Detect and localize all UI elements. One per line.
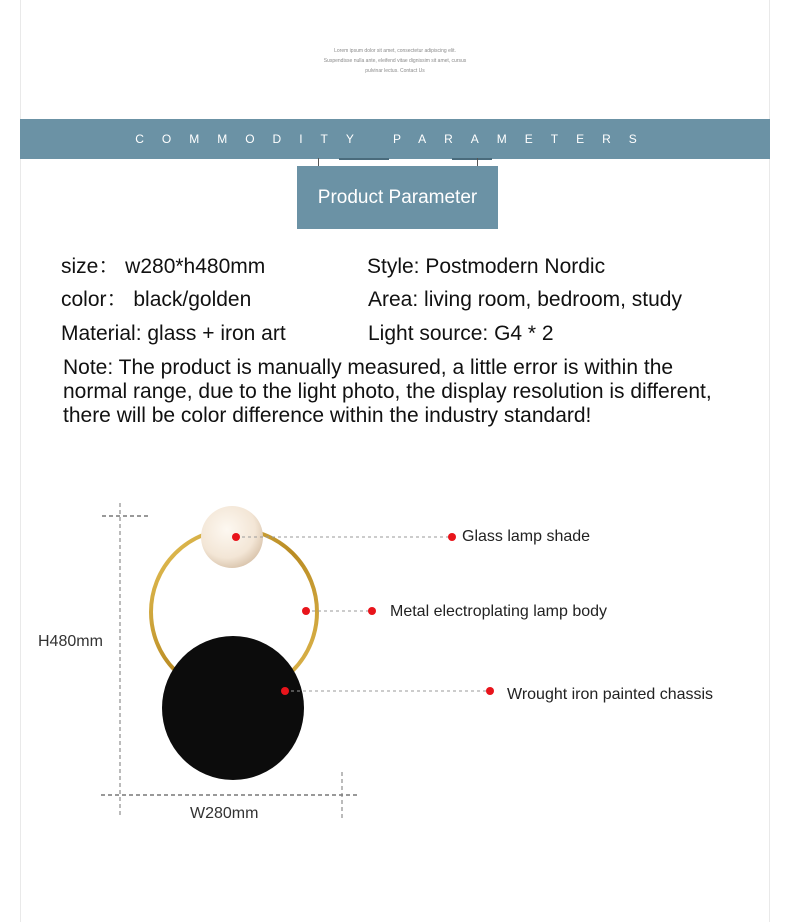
section-title: Product Parameter	[317, 187, 478, 208]
callout-dot	[302, 607, 310, 615]
callout-body	[302, 607, 376, 615]
height-label: H480mm	[38, 633, 103, 650]
banner-title: COMMODITY PARAMETERS	[135, 132, 655, 146]
spec-area: Area: living room, bedroom, study	[368, 288, 682, 311]
spec-light-source: Light source: G4 * 2	[368, 322, 554, 345]
width-label: W280mm	[190, 805, 259, 822]
callout-dot	[281, 687, 289, 695]
spec-size: size： w280*h480mm	[61, 255, 266, 278]
callout-dot	[448, 533, 456, 541]
spec-style: Style: Postmodern Nordic	[367, 255, 606, 278]
intro-line-3: pulvinar lectus. Contact Us	[365, 68, 425, 74]
intro-line-2: Suspendisse nulla ante, eleifend vitae dignissim sit amet, cursus	[323, 58, 467, 64]
spec-material: Material: glass + iron art	[61, 322, 286, 345]
label-glass-lamp-shade: Glass lamp shade	[462, 528, 591, 545]
label-iron-chassis: Wrought iron painted chassis	[507, 686, 714, 703]
measurement-note: Note: The product is manually measured, a little error is within the normal range, due to the light photo, the display resolution is different, there will be color difference within the industry standard!	[63, 356, 712, 427]
callout-dot	[486, 687, 494, 695]
label-metal-lamp-body: Metal electroplating lamp body	[390, 603, 608, 620]
spec-color: color： black/golden	[61, 288, 252, 311]
callout-chassis	[281, 687, 494, 695]
callout-dot	[232, 533, 240, 541]
iron-chassis	[162, 636, 304, 780]
callout-dot	[368, 607, 376, 615]
intro-line-1: Lorem ipsum dolor sit amet, consectetur adipiscing elit.	[334, 48, 456, 54]
